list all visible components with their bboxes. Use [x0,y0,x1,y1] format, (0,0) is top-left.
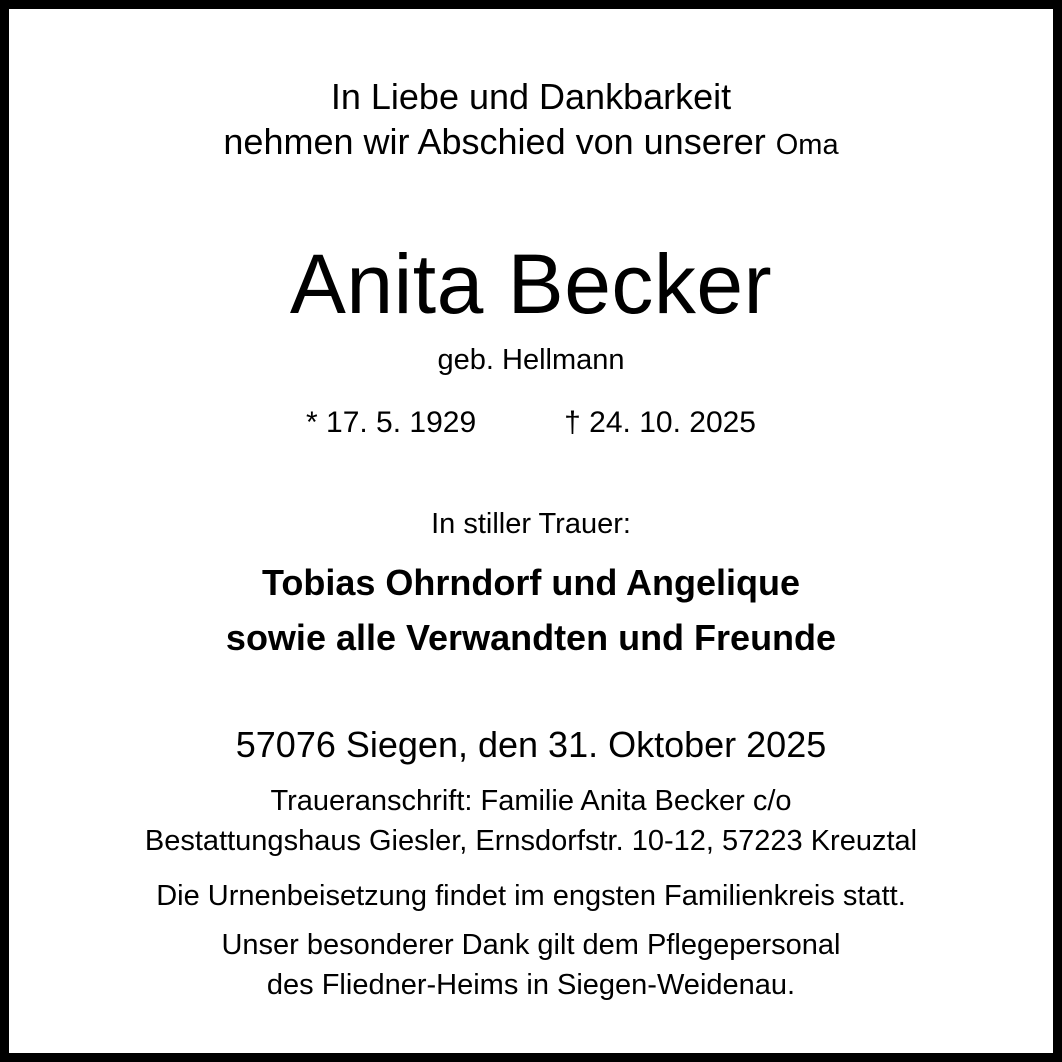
intro-relation: Oma [775,129,839,161]
deceased-name: Anita Becker [289,237,773,331]
birth-name: geb. Hellmann [437,344,625,376]
life-dates [9,408,1053,438]
death-date: † 24. 10. 2025 [564,406,756,439]
address-line-1: Traueranschrift: Familie Anita Becker c/o [270,785,792,817]
mourners-line-2: sowie alle Verwandten und Freunde [225,617,837,658]
mourning-label: In stiller Trauer: [431,508,631,540]
thanks-line-2: des Fliedner-Heims in Siegen-Weidenau. [266,969,796,1001]
thanks-line-1: Unser besonderer Dank gilt dem Pflegepersonal [221,929,841,961]
intro-line-1: In Liebe und Dankbarkeit [330,76,732,117]
intro-line-2-text: nehmen wir Abschied von unserer [223,121,766,162]
mourners-line-1: Tobias Ohrndorf und Angelique [262,562,800,603]
intro-line-2 [9,121,1053,162]
place-date: 57076 Siegen, den 31. Oktober 2025 [235,724,827,765]
address-line-2: Bestattungshaus Giesler, Ernsdorfstr. 10-12, 57223 Kreuztal [144,825,918,857]
birth-date: * 17. 5. 1929 [306,406,477,439]
burial-note: Die Urnenbeisetzung findet im engsten Familienkreis statt. [156,880,906,912]
